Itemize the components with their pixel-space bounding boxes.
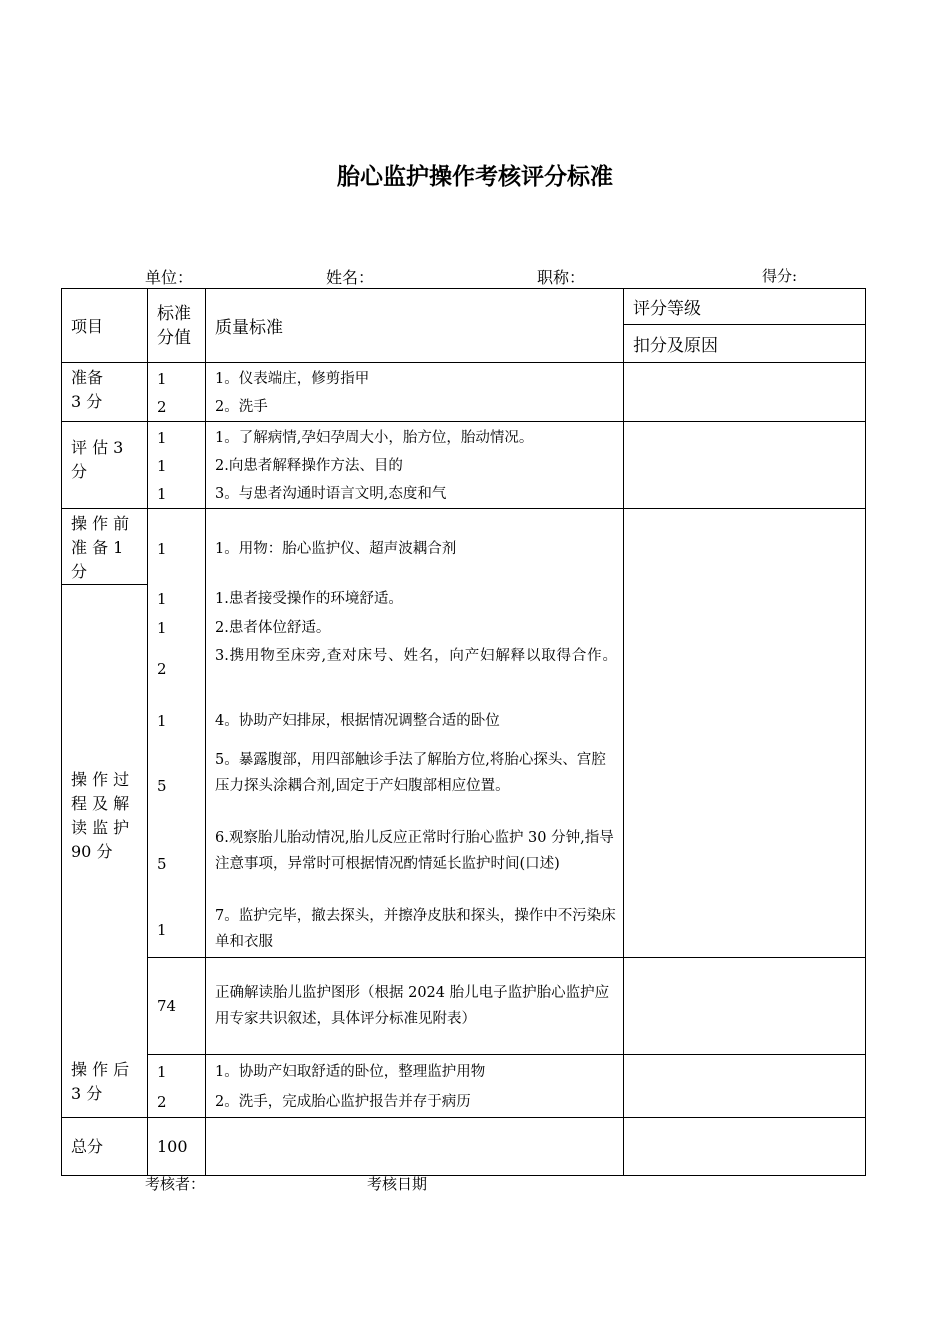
row-prep-scores: 1 2 [148, 363, 206, 422]
row-total-score: 100 [148, 1118, 206, 1176]
row-preop-process-scores: 1 1 1 2 1 5 5 1 [148, 509, 206, 958]
unit-label: 单位： [145, 268, 194, 287]
row-interpret-item: 正确解读胎儿监护图形（根据 2024 胎儿电子监护胎心监护应用专家共识叙述，具体评分标准见附表） [206, 958, 624, 1055]
score-label: 得分: [762, 267, 798, 285]
page-title: 胎心监护操作考核评分标准 [337, 164, 613, 190]
row-postop-scores: 1 2 [148, 1055, 206, 1118]
header-item: 项目 [62, 289, 148, 363]
header-deduction: 扣分及原因 [624, 325, 866, 363]
row-total-quality [206, 1118, 624, 1176]
row-assess-items: 1。了解病情,孕妇孕周大小，胎方位，胎动情况。 2.向患者解释操作方法、目的 3。与患者沟通时语言文明,态度和气 [206, 422, 624, 509]
name-label: 姓名： [326, 268, 375, 287]
row-postop-label: 操 作 后 3 分 [62, 1055, 148, 1118]
job-title-label: 职称： [537, 268, 586, 287]
row-total-label: 总分 [62, 1118, 148, 1176]
row-prep-label: 准备 3 分 [62, 363, 148, 422]
row-assess-scores: 1 1 1 [148, 422, 206, 509]
score-preop: 1 [157, 540, 167, 558]
header-standard-score: 标准 分值 [148, 289, 206, 363]
exam-date-label: 考核日期 [367, 1175, 428, 1193]
examiner-label: 考核者： [145, 1175, 206, 1193]
row-postop-items: 1。协助产妇取舒适的卧位，整理监护用物 2。洗手，完成胎心监护报告并存于病历 [206, 1055, 624, 1118]
row-assess-deduction [624, 422, 866, 509]
header-rating-level: 评分等级 [624, 289, 866, 325]
row-interpret-score: 74 [148, 958, 206, 1055]
row-prep-items: 1。仪表端庄，修剪指甲 2。洗手 [206, 363, 624, 422]
row-preop-label: 操 作 前 准 备 1 分 [62, 509, 148, 585]
row-postop-deduction [624, 1055, 866, 1118]
row-preop-process-deduction [624, 509, 866, 958]
row-total-deduction [624, 1118, 866, 1176]
row-interpret-deduction [624, 958, 866, 1055]
row-preop-process-items: 1。用物：胎心监护仪、超声波耦合剂 1.患者接受操作的环境舒适。 2.患者体位舒适。 3.携用物至床旁,查对床号、姓名，向产妇解释以取得合作。 4。协助产妇排尿，根据情况调整合适的卧位 5。暴露腹部，用四部触诊手法了解胎方位,将胎心探头、宫腔压力探头涂耦合剂,固定于产妇腹部相应位置。 6.观察胎儿胎动情况,胎儿反应正常时行胎心监护 30 分钟,指导注意事项，异常时可根据情况酌情延长监护时间(口述) 7。监护完毕，撤去探头，并擦净皮肤和探头，操作中不污染床单和衣服 [206, 509, 624, 958]
row-process-label: 操 作 过 程 及 解 读 监 护 90 分 [62, 585, 148, 1055]
header-quality: 质量标准 [206, 289, 624, 363]
row-prep-deduction [624, 363, 866, 422]
row-assess-label: 评 估 3 分 [62, 422, 148, 509]
score-table [61, 288, 866, 1176]
